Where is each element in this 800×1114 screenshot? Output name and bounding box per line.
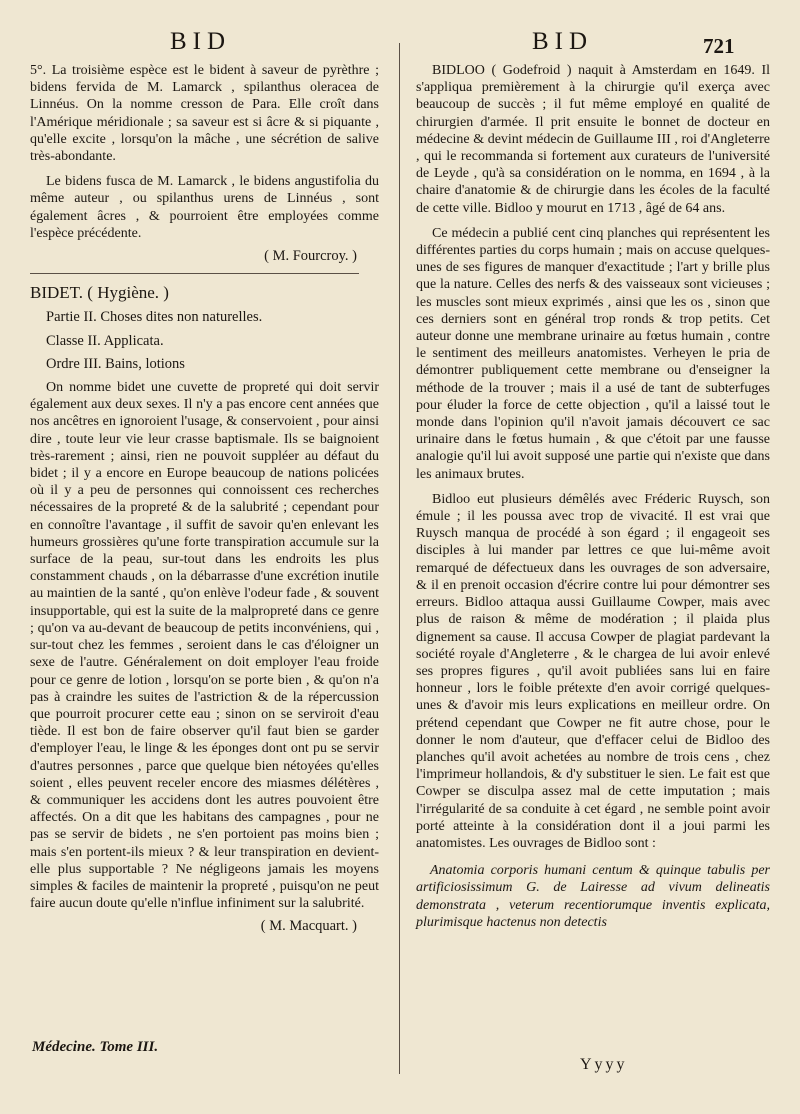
running-header — [0, 28, 800, 60]
paragraph-bidens-fusca: Le bidens fusca de M. Lamarck , le bidens angustifolia du même auteur , ou spilanthus urens de Linnéus , sont également âcres , & pourroient être employées comme l'espèce précédente. — [30, 174, 379, 241]
classification-partie: Partie II. Choses dites non naturelles. — [46, 309, 263, 326]
paragraph-bidloo-disputes: Bidloo eut plusieurs démêlés avec Fréderic Ruysch, son émule ; il les poussa avec trop de vivacité. Il est vrai que Ruysch manqua de procédé à son égard ; il engageoit ses disciples à lui mander par lettres ce que lui-même avoit remarqué de défectueux dans les ouvrages de son adversaire, & il en prenoit occasion d'écrire contre lui pour démontrer ses erreurs. Bidloo attaqua aussi Guillaume Cowper, mais avec plus de raison & même de modération ; il plaida plus dignement sa cause. Il accusa Cowper de plagiat pardevant la société royale d'Angleterre , & le chargea de lui avoir enlevé ses propres figures , qu'il avoit publiées sans lui en faire honneur , lors le foible prétexte d'en avoir corrigé quelques-unes & d'avoir mis leurs explications en meilleur ordre. On prétend cependant que Cowper ne fit autre chose, pour le donner le nom d'auteur, que d'effacer celui de Bidloo des planches qu'il avoit achetées au nombre de trois cens , chez l'imprimeur hollandois, & d'y substituer le sien. Le fait est que Cowper se disculpa assez mal de cette imputation ; mais l'irrégularité de sa conduite à cet égard , ne semble point avoir porté atteinte à la considération dont il a joui parmi les anatomistes. Les ouvrages de Bidloo sont : — [416, 491, 770, 851]
paragraph-bidet-body: On nomme bidet une cuvette de propreté qui doit servir également aux deux sexes. Il n'y a pas encore cent années que nos ancêtres en ignoroient l'usage, & conservoient , pour ainsi dire , toute leur vie leur crasse baptismale. Ils se baignoient très-rarement ; ainsi, rien ne pouvoit suppléer au défaut du bidet ; il y a encore en Europe beaucoup de nations policées où il y a peu de personnes qui connoissent ces recherches nécessaires de la propreté & de la salubrité ; cependant pour en connoître l'avantage , il suffit de savoir qu'en enlevant les humeurs grossières qu'une forte transpiration accumule sur la surface de la peau, sur-tout dans les endroits les plus constamment chauds , on la débarrasse d'une excrétion inutile au maintien de la santé , qu'on enlève l'odeur fade , & souvent insupportable, qui est la suite de la malpropreté dans ce genre ; qu'on va au-devant de beaucoup de petits inconvéniens, qui , sur-tout chez les femmes , seroient dans le cas d'éloigner un sexe de l'autre. Généralement on doit employer l'eau froide pour ce genre de lotion , lorsqu'on se porte bien , & qu'on n'a pas à craindre les suites de l'astriction & de la répercussion que pourroit procurer cette eau ; sinon on se serviroit d'eau tiède. Il est bon de faire observer qu'il faut bien se garder d'employer l'eau, le linge & les éponges dont ont pu se servir d'autres personnes , parce que quelque bien nétoyées qu'elles soient , elles peuvent receler encore des miasmes délétères , & communiquer les accidens dont les autres pouvoient être affectés. On a dit que les habitans des campagnes , pour ne pas se servir de bidets , ne s'en portoient pas moins bien ; mais s'en portent-ils mieux ? & leur transpiration en devient-elle plus supportable ? Ne négligeons jamais les moyens simples & faciles de maintenir la propreté , puisqu'on ne peut faire aucun doute qu'elle n'influe infiniment sur la salubrité. — [30, 380, 379, 912]
classification-ordre: Ordre III. Bains, lotions — [46, 355, 185, 372]
quote-anatomia-title: Anatomia corporis humani centum & quinque tabulis per artificiosissimum G. de Lairesse ad vivum delineatis demonstrata , veterum recentiorumque inventis explicata, plurimisque hactenus non detectis — [416, 863, 770, 930]
article-separator — [30, 273, 359, 274]
paragraph-bidloo-bio: BIDLOO ( Godefroid ) naquit à Amsterdam en 1649. Il s'appliqua premièrement à la chirurgie qu'il exerça avec beaucoup de succès ; il fut même employé en qualité de chirurgien d'armée. Il prit ensuite le bonnet de docteur en médecine & devint médecin de Guillaume III , roi d'Angleterre , qui le recommanda si fortement aux curateurs de l'université de Leyde , qu'à sa considération on le nomma, en 1694 , à la chaire d'anatomie & de chirurgie dans les écoles de la faculté de cette ville. Bidloo y mourut en 1713 , âgé de 64 ans. — [416, 63, 770, 216]
footer-volume: Médecine. Tome III. — [32, 1039, 159, 1055]
signature-macquart: ( M. Macquart. ) — [260, 918, 357, 935]
left-column — [30, 62, 379, 944]
column-divider — [399, 43, 400, 1074]
paragraph-bident-species: 5°. La troisième espèce est le bident à saveur de pyrèthre ; bidens fervida de M. Lamarck , spilanthus oleracea de Linnéus. On la nomme cresson de Para. Elle croît dans l'Amérique méridionale ; sa saveur est si âcre & si piquante , qu'elle excite , lorsqu'on la mâche , une sécrétion de salive très-abondante. — [30, 63, 379, 165]
page-number: 721 — [703, 34, 735, 58]
right-column — [416, 62, 770, 931]
paragraph-bidloo-planches: Ce médecin a publié cent cinq planches qui représentent les différentes parties du corps humain ; mais on accuse quelques-unes de ses figures de manquer d'exactitude ; l'art y brille plus que la nature. Celles des nerfs & des vaisseaux sont vicieuses ; les muscles sont mieux exprimés , ainsi que les os , sinon que ces derniers sont en général trop ronds & trop petits. Cet auteur donne une membrane urinaire au fœtus humain , contre le sentiment des meilleurs anatomistes. Verheyen le pria de démontrer publiquement cette membrane ou d'enseigner la méthode de la trouver ; mais il a usé de tant de subterfuges pour éluder la force de cette objection , qu'il a laissé tout le monde dans l'opinion qu'il n'avoit jamais découvert ce sac urinaire dans le fœtus humain , & que c'étoit par une fausse analogie qu'il lui avoit supposé une partie qui n'existe que dans les animaux brutes. — [416, 225, 770, 482]
footer-signature-mark: Yyyy — [580, 1056, 628, 1073]
running-head-right: BID — [532, 28, 594, 55]
article-title-bidet: BIDET. ( Hygiène. ) — [30, 283, 169, 303]
signature-fourcroy: ( M. Fourcroy. ) — [264, 248, 357, 265]
running-head-left: BID — [170, 28, 232, 55]
classification-classe: Classe II. Applicata. — [46, 332, 164, 349]
